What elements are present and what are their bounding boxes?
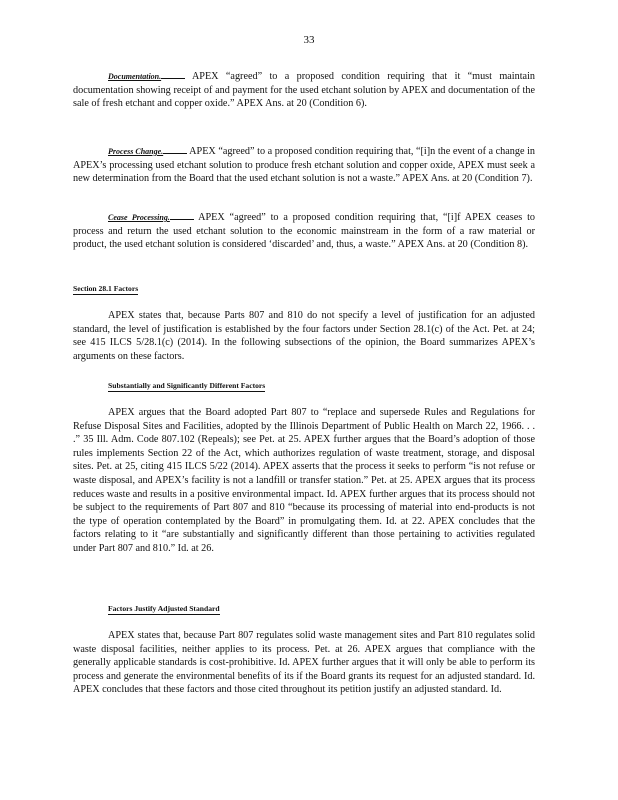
section-heading: Section 28.1 Factors bbox=[73, 284, 139, 293]
subsection-paragraph-justify bbox=[73, 629, 535, 697]
condition-documentation bbox=[73, 70, 535, 111]
condition-text: APEX “agreed” to a proposed condition requiring that, “[i]f APEX ceases to process and return the used etchant solution to the economic mainstream in the form of a raw material or product, the used etchant solution is considered ‘discarded’ and, thus, a waste.” APEX Ans. at 20 (Condition 8). bbox=[73, 212, 536, 251]
subsection-text: APEX argues that the Board adopted Part 807 to “replace and supersede Rules and Regulations for Refuse Disposal Sites and Facilities, adopted by the Illinois Department of Public Health on March 22, 1966. . . .” 35 Ill. Adm. Code 807.102 (Repeals); see Pet. at 25. APEX further argues that the Board’s adoption of those rules implements Section 22 of the Act, which authorizes regulation of waste treatment, storage, and disposal sites. Pet. at 25, citing 415 ILCS 5/22 (2014). APEX asserts that the process it seeks to perform “is not refuse or waste disposal, and APEX’s facility is not a landfill or transfer station.” Pet. at 25. APEX argues that its process reduces waste and results in a positive environmental impact. Id. APEX further argues that its process should not be subject to the requirements of Part 807 and 810 “because its processing of material into end-products is not the type of operation contemplated by the Board” in promulgating them. Id. at 22. APEX concludes that the factors relating to it “are substantially and significantly different than those pertaining to activities regulated under Part 807 and 810.” Id. at 26. bbox=[73, 407, 535, 554]
subsection-heading-different-factors: Substantially and Significantly Different Factors bbox=[108, 381, 266, 390]
subsection-paragraph-different-factors bbox=[73, 406, 535, 556]
condition-text: APEX “agreed” to a proposed condition requiring that it “must maintain documentation showing receipt of and payment for the used etchant solution by APEX and documentation of the sale of fresh etchant and copper oxide.” APEX Ans. at 20 (Condition 6). bbox=[73, 71, 536, 110]
condition-lead: Cease Processing. bbox=[108, 213, 170, 222]
section-text: APEX states that, because Parts 807 and 810 do not specify a level of justification for an adjusted standard, the level of justification is established by the four factors under Section 28.1(c) of the Act. Pet. at 24; see 415 ILCS 5/28.1(c) (2014). In the following subsections of the opinion, the Board summarizes APEX’s arguments on these factors. bbox=[73, 310, 535, 362]
condition-lead: Process Change. bbox=[108, 147, 164, 156]
condition-lead: Documentation. bbox=[108, 72, 162, 81]
subsection-heading-justify: Factors Justify Adjusted Standard bbox=[108, 604, 220, 613]
condition-cease-processing bbox=[73, 211, 535, 252]
subsection-text: APEX states that, because Part 807 regulates solid waste management sites and Part 810 regulates solid waste disposal facilities, neither applies to its process. Pet. at 26. APEX argues that compliance with the generally applicable standards is cost-prohibitive. Id. APEX further argues that it will only be able to perform its process and generate the environmental benefits of its if the Board grants its request for an adjusted standard. Id. APEX concludes that these factors and those cited throughout its petition justify an adjusted standard. Id. bbox=[73, 630, 535, 696]
section-paragraph bbox=[73, 309, 535, 363]
condition-text: APEX “agreed” to a proposed condition requiring that, “[i]n the event of a change in APEX’s processing used etchant solution to produce fresh etchant solution and copper oxide, APEX must seek a new determination from the Board that the used etchant solution is not a waste.” APEX Ans. at 20 (Condition 7). bbox=[73, 146, 536, 185]
page-number: 33 bbox=[303, 34, 315, 46]
condition-process-change bbox=[73, 145, 535, 186]
